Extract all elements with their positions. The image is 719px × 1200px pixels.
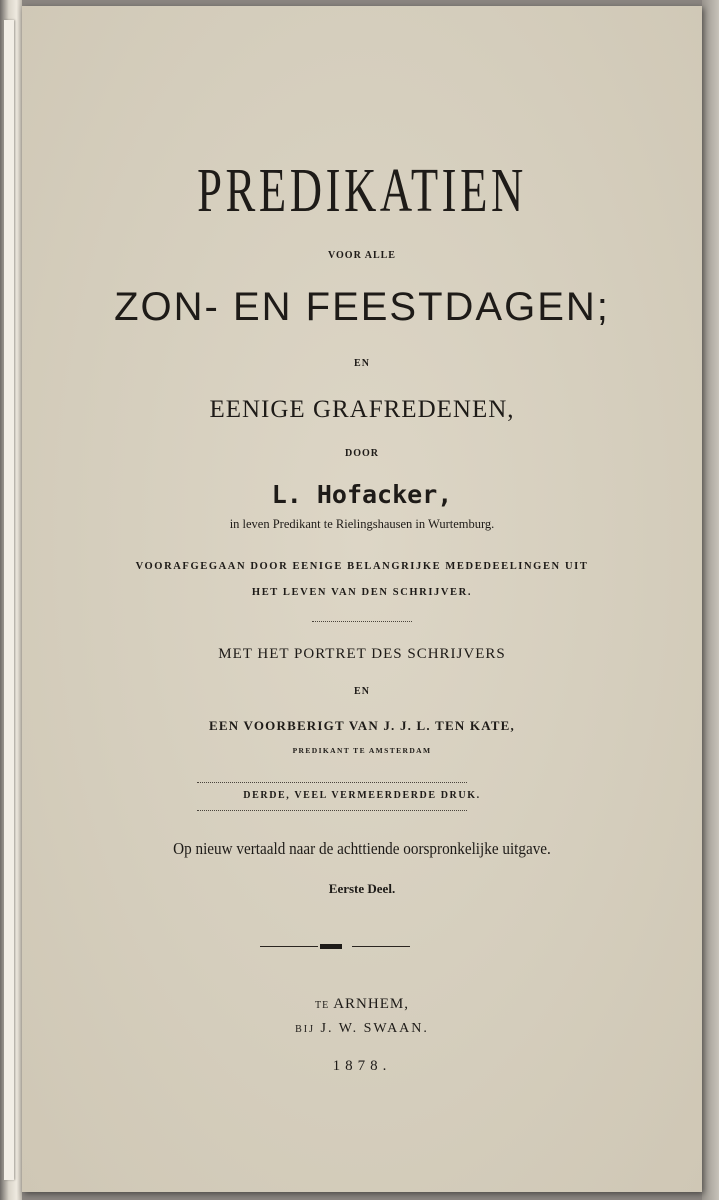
foreword-line: EEN VOORBERIGT VAN J. J. L. TEN KATE, xyxy=(208,718,516,733)
en-label-1: EN xyxy=(354,358,370,369)
edition-rule-bottom xyxy=(197,810,467,811)
imprint-place xyxy=(22,994,702,1016)
foreword-affiliation: PREDIKANT TE AMSTERDAM xyxy=(292,746,432,755)
edition-statement: DERDE, VEEL VERMEERDERDE DRUK. xyxy=(243,790,481,801)
preceded-by-line-1: VOORAFGEGAAN DOOR EENIGE BELANGRIJKE MEDEDEELINGEN UIT xyxy=(135,561,589,572)
subtitle-main: ZON- EN FEESTDAGEN; xyxy=(114,285,610,329)
publication-year: 1878. xyxy=(332,1058,392,1074)
ornamental-rule xyxy=(260,944,410,949)
imprint-bij: BIJ xyxy=(295,1024,315,1035)
portrait-line: MET HET PORTRET DES SCHRIJVERS xyxy=(218,646,506,662)
preceded-by-line-2: HET LEVEN VAN DEN SCHRIJVER. xyxy=(251,587,473,598)
imprint-city: ARNHEM, xyxy=(333,996,409,1012)
door-label: DOOR xyxy=(345,448,379,459)
author-name: L. Hofacker, xyxy=(271,480,453,509)
page-edge-leaf xyxy=(4,20,14,1180)
title-page xyxy=(22,6,702,1192)
en-label-2: EN xyxy=(354,686,370,697)
imprint-publisher xyxy=(22,1019,702,1040)
subtitle-secondary: EENIGE GRAFREDENEN, xyxy=(209,396,515,423)
book-binding-edge xyxy=(0,0,22,1200)
imprint-te: TE xyxy=(315,1000,330,1011)
background-edge xyxy=(702,0,719,1200)
volume-label: Eerste Deel. xyxy=(328,881,396,896)
edition-rule-top xyxy=(197,782,467,783)
book-title: PREDIKATIEN xyxy=(197,157,527,225)
ornament-line-right xyxy=(352,946,410,947)
ornament-line-left xyxy=(260,946,318,947)
translation-note: Op nieuw vertaald naar de achttiende oorspronkelijke uitgave. xyxy=(173,839,551,858)
dotted-divider xyxy=(312,621,412,622)
publisher-name: J. W. SWAAN. xyxy=(320,1021,429,1036)
author-affiliation: in leven Predikant te Rielingshausen in Wurtemburg. xyxy=(229,517,495,531)
ornament-center-block xyxy=(320,944,342,949)
voor-alle-label: VOOR ALLE xyxy=(328,250,396,261)
